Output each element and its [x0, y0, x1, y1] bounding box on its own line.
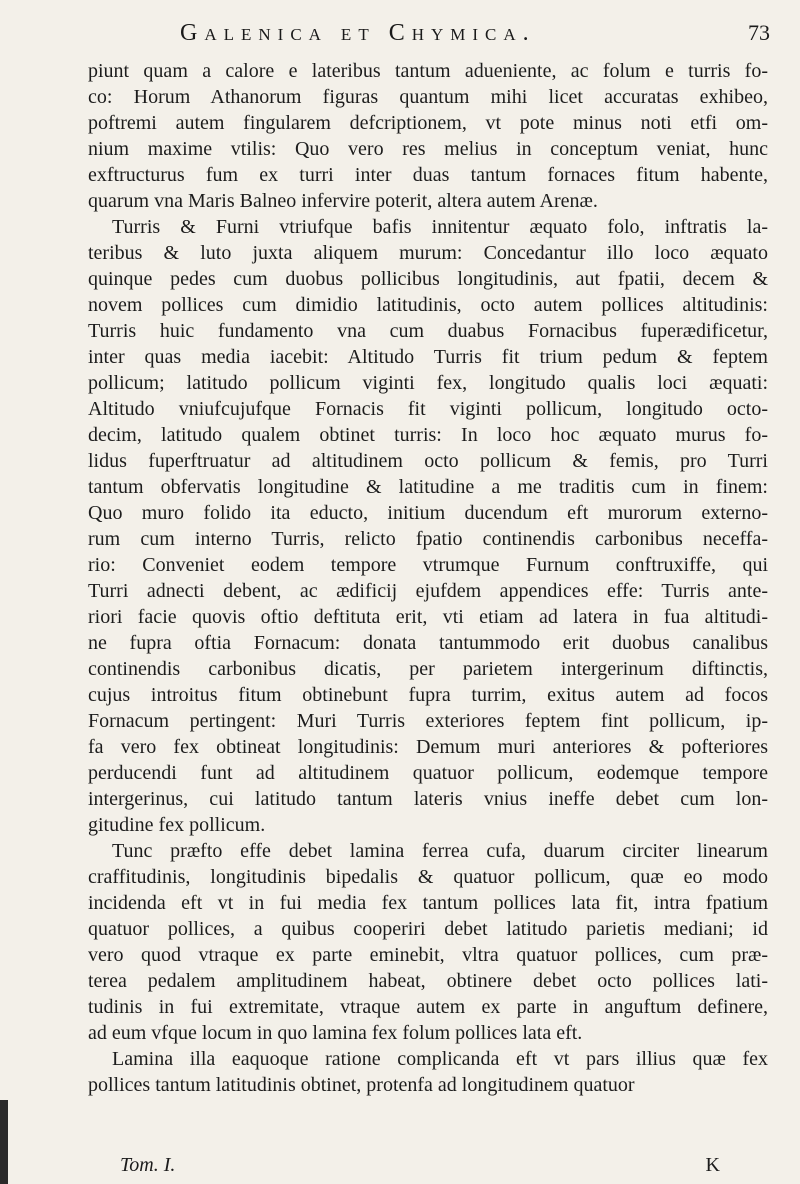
text-line: Lamina illa eaquoque ratione complicanda eft vt pars illius quæ fex [112, 1048, 768, 1070]
text-line: Fornacum pertingent: Muri Turris exteriores feptem fint pollicum, ip- [88, 710, 768, 732]
text-line: piunt quam a calore e lateribus tantum adueniente, ac folum e turris fo- [88, 60, 768, 82]
text-line: exftructurus fum ex turri inter duas tantum fornaces fitum habente, [88, 164, 768, 186]
text-line: quarum vna Maris Balneo infervire poterit, altera autem Arenæ. [88, 190, 598, 212]
signature-mark: K [705, 1154, 720, 1176]
text-line: pollicum; latitudo pollicum viginti fex, longitudo qualis loci æquati: [88, 372, 768, 394]
text-line: poftremi autem fingularem defcriptionem, vt pote minus noti etfi om- [88, 112, 768, 134]
text-line: co: Horum Athanorum figuras quantum mihi licet accuratas exhibeo, [88, 86, 768, 108]
body-text [88, 58, 768, 1098]
page-footer [120, 1154, 720, 1182]
text-line: terea pedalem amplitudinem habeat, obtinere debet octo pollices lati- [88, 970, 768, 992]
text-line: fa vero fex obtineat longitudinis: Demum muri anteriores & pofteriores [88, 736, 768, 758]
text-line: quinque pedes cum duobus pollicibus longitudinis, aut fpatii, decem & [88, 268, 768, 290]
text-line: inter quas media iacebit: Altitudo Turris fit trium pedum & feptem [88, 346, 768, 368]
text-line: Turri adnecti debent, ac ædificij ejufdem appendices effe: Turris ante- [88, 580, 768, 602]
text-line: tudinis in fui extremitate, vtraque autem ex parte in anguftum definere, [88, 996, 768, 1018]
text-line: Tunc præfto effe debet lamina ferrea cufa, duarum circiter linearum [112, 840, 768, 862]
page-edge-shadow [0, 1100, 8, 1184]
text-line: pollices tantum latitudinis obtinet, protenfa ad longitudinem quatuor [88, 1074, 635, 1096]
text-line: Quo muro folido ita educto, initium ducendum eft murorum externo- [88, 502, 768, 524]
text-line: Turris & Furni vtriufque bafis innitentur æquato folo, inftratis la- [112, 216, 768, 238]
text-line: lidus fuperftruatur ad altitudinem octo pollicum & femis, pro Turri [88, 450, 768, 472]
text-line: Altitudo vniufcujufque Fornacis fit viginti pollicum, longitudo octo- [88, 398, 768, 420]
text-line: quatuor pollices, a quibus cooperiri debet latitudo parietis mediani; id [88, 918, 768, 940]
text-line: vero quod vtraque ex parte eminebit, vltra quatuor pollices, cum præ- [88, 944, 768, 966]
text-line: ne fupra oftia Fornacum: donata tantummodo erit duobus canalibus [88, 632, 768, 654]
text-line: riori facie quovis oftio deftituta erit, vti etiam ad latera in fua altitudi- [88, 606, 768, 628]
text-line: incidenda eft vt in fui media fex tantum pollices lata fit, intra fpatium [88, 892, 768, 914]
text-line: craffitudinis, longitudinis bipedalis & quatuor pollicum, quæ eo modo [88, 866, 768, 888]
text-line: rio: Conveniet eodem tempore vtrumque Furnum conftruxiffe, qui [88, 554, 768, 576]
text-line: tantum obfervatis longitudine & latitudine a me traditis cum in finem: [88, 476, 768, 498]
page-header [60, 20, 780, 60]
text-line: continendis carbonibus dicatis, per parietem intergerinum diftinctis, [88, 658, 768, 680]
volume-mark: Tom. I. [120, 1154, 176, 1176]
text-line: nium maxime vtilis: Quo vero res melius in conceptum veniat, hunc [88, 138, 768, 160]
text-line: ad eum vfque locum in quo lamina fex folum pollices lata eft. [88, 1022, 583, 1044]
text-line: intergerinus, cui latitudo tantum lateris vnius ineffe debet cum lon- [88, 788, 768, 810]
text-line: Turris huic fundamento vna cum duabus Fornacibus fuperædificetur, [88, 320, 768, 342]
text-line: gitudine fex pollicum. [88, 814, 266, 836]
text-line: novem pollices cum dimidio latitudinis, octo autem pollices altitudinis: [88, 294, 768, 316]
text-line: cujus introitus fitum obtinebunt fupra turrim, exitus autem ad focos [88, 684, 768, 706]
text-line: perducendi funt ad altitudinem quatuor pollicum, eodemque tempore [88, 762, 768, 784]
text-line: teribus & luto juxta aliquem murum: Concedantur illo loco æquato [88, 242, 768, 264]
running-title: Galenica et Chymica. [180, 20, 536, 46]
page-number: 73 [748, 20, 770, 45]
text-line: decim, latitudo qualem obtinet turris: In loco hoc æquato murus fo- [88, 424, 768, 446]
text-line: rum cum interno Turris, relicto fpatio continendis carbonibus neceffa- [88, 528, 768, 550]
